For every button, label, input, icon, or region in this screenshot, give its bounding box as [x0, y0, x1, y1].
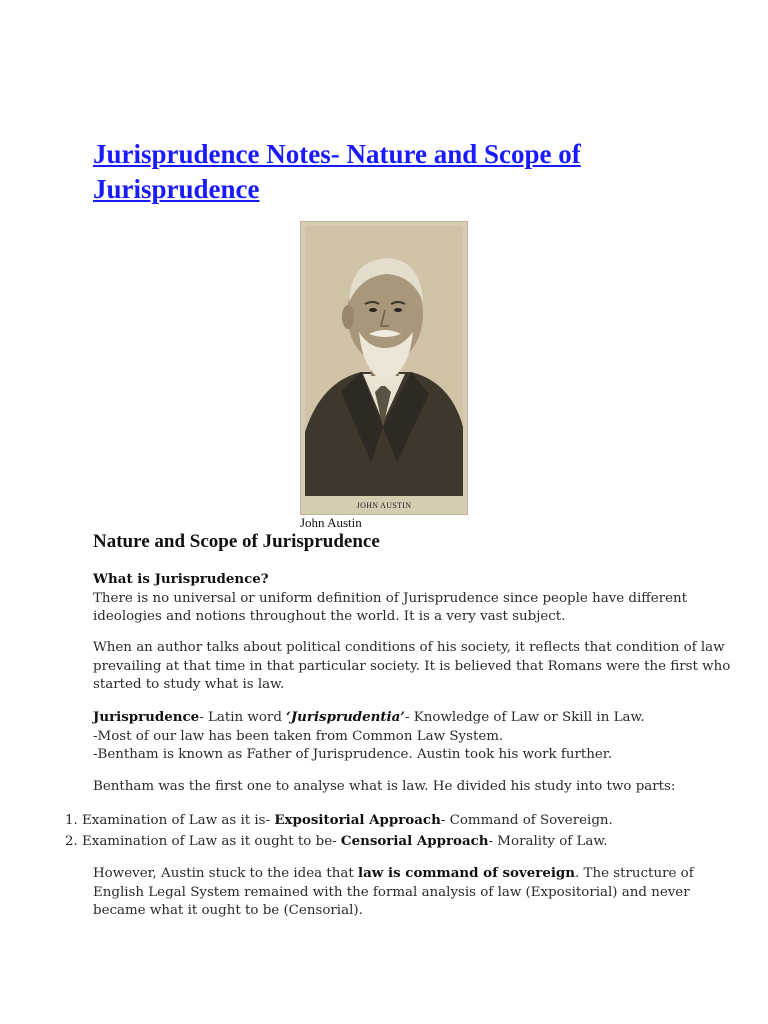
list-item	[82, 810, 613, 831]
author-paragraph: When an author talks about political conditions of his society, it reflects that condition of law prevailing at that time in that particular society. It is believed that Romans were the first who started to study what is law.	[93, 640, 731, 692]
what-is-heading: What is Jurisprudence?	[93, 571, 269, 587]
austin-text: However, Austin stuck to the idea that	[93, 866, 359, 881]
definition-latin: ‘Jurisprudentia’	[286, 709, 405, 725]
austin-text: . The structure of English Legal System remained with the formal analysis of law (Expositorial) and never became what it ought to be (Censorial).	[93, 866, 694, 918]
list-item-text: - Morality of Law.	[488, 834, 608, 849]
definition-rest: - Knowledge of Law or Skill in Law.	[404, 710, 645, 725]
list-item-text: - Command of Sovereign.	[440, 813, 613, 828]
definition-paragraph	[93, 708, 733, 765]
page-title[interactable]: Jurisprudence Notes- Nature and Scope of Jurisprudence	[93, 139, 581, 204]
definition-line2: -Most of our law has been taken from Common Law System.	[93, 728, 504, 744]
definition-line3: -Bentham is known as Father of Jurisprudence. Austin took his work further.	[93, 747, 612, 762]
john-austin-portrait-image	[300, 221, 468, 515]
list-item-text: Examination of Law as it ought to be-	[82, 834, 341, 849]
definition-term: Jurisprudence	[93, 709, 200, 725]
approach-list	[0, 810, 613, 852]
austin-bold: law is command of sovereign	[358, 865, 576, 881]
list-item	[82, 831, 613, 852]
austin-paragraph	[93, 864, 733, 921]
what-is-paragraph	[93, 570, 733, 627]
what-is-text: There is no universal or uniform definition of Jurisprudence since people have different ideologies and notions throughout the world. It is a very vast subject.	[93, 590, 688, 624]
section-heading: Nature and Scope of Jurisprudence	[93, 531, 380, 552]
list-item-text: Examination of Law as it is-	[82, 813, 275, 828]
portrait-illustration	[301, 222, 467, 514]
bentham-paragraph: Bentham was the first one to analyse what is law. He divided his study into two parts:	[93, 779, 676, 794]
list-item-bold: Expositorial Approach	[274, 812, 441, 828]
list-item-bold: Censorial Approach	[340, 833, 489, 849]
image-caption: John Austin	[300, 515, 362, 530]
portrait-name-label: JOHN AUSTIN	[356, 501, 412, 510]
definition-sep: - Latin word	[199, 710, 287, 725]
